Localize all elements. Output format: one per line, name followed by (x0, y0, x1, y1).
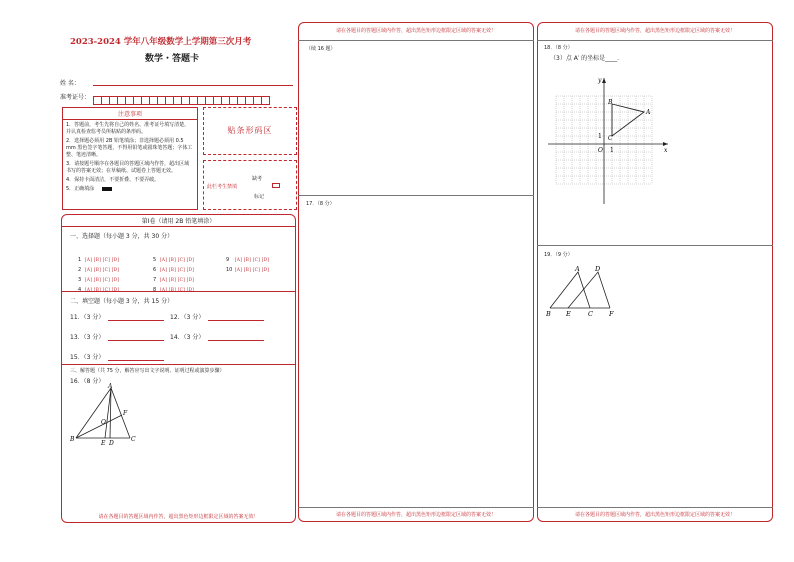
note-2: 2．选择题必须用 2B 铅笔填涂；非选择题必须用 0.5 mm 黑色签字笔答题，不得用铅笔或圆珠笔答题；字体工整、笔迹清晰。 (66, 138, 193, 158)
fig16-label-F: F (123, 410, 128, 417)
barcode-area (203, 107, 297, 155)
absent-mark-1: 缺考 (252, 176, 263, 182)
fig19-label-B: B (546, 310, 551, 318)
barcode-label: 贴条形码区 (227, 126, 273, 135)
note-1: 1．答题前，考生先将自己的姓名、准考证号填写清楚，并认真检查监考员所粘贴的条形码。 (66, 122, 190, 135)
fig16-label-B: B (70, 436, 75, 443)
choice-num-1: 1 (78, 257, 82, 263)
fill-q13-blank[interactable] (108, 340, 164, 341)
fill-q12: 12．（3 分） (170, 312, 264, 321)
middle-panel (298, 22, 534, 522)
note-4: 4．保持卡面清洁，不要折叠、不要弄破。 (66, 177, 160, 183)
absent-area (203, 160, 297, 210)
choice-bubbles-7[interactable]: [A] [B] [C] [D] (160, 277, 195, 282)
fig19-label-A: A (575, 265, 580, 273)
choice-bubbles-4[interactable]: [A] [B] [C] [D] (85, 287, 120, 292)
warning-right-bottom: 请在各题目的答题区域内作答，超出黑色矩形边框限定区域的答案无效！ (574, 512, 735, 518)
choice-bubbles-5[interactable]: [A] [B] [C] [D] (160, 257, 195, 262)
filled-mark-sample (102, 187, 112, 191)
grid-label-C: C (608, 135, 613, 142)
fig19-label-E: E (566, 310, 571, 318)
choice-bubbles-2[interactable]: [A] [B] [C] [D] (85, 267, 120, 272)
exam-title: 2023-2024 学年八年级数学上学期第三次月考 (70, 37, 252, 47)
fill-q11-blank[interactable] (108, 320, 164, 321)
warning-middle-top: 请在各题目的答题区域内作答，超出黑色矩形边框限定区域的答案无效！ (335, 28, 496, 34)
section-fill-title: 二、填空题（每小题 3 分，共 15 分） (70, 298, 174, 305)
grid-unit-x: 1 (610, 147, 614, 154)
section-solve-title: 三、解答题（共 75 分，解答应写出文字说明、证明过程或演算步骤） (70, 368, 225, 374)
notes-box (62, 107, 198, 210)
q18-label: 18．（8 分） (544, 45, 573, 51)
grid-label-A: A (646, 109, 651, 116)
choice-bubbles-6[interactable]: [A] [B] [C] [D] (160, 267, 195, 272)
fill-q15-blank[interactable] (108, 360, 164, 361)
q19-figure (542, 262, 622, 318)
fig16-label-A: A (108, 383, 113, 390)
fig19-label-D: D (595, 265, 601, 273)
choice-num-9: 9 (226, 257, 230, 263)
grid-axis-y: y (598, 77, 602, 84)
q18-grid-figure (548, 72, 672, 204)
choice-bubbles-9[interactable]: [A] [B] [C] [D] (235, 257, 270, 262)
q17-label: 17．（8 分） (306, 201, 335, 207)
section-choice-title: 一、选择题（每小题 3 分，共 30 分） (70, 233, 174, 240)
note-5 (66, 186, 194, 193)
q16-continued: （续 16 题） (306, 46, 336, 52)
q16-label: 16．（8 分） (70, 378, 105, 385)
grid-label-B: B (608, 99, 613, 106)
choice-num-10: 10 (226, 267, 233, 273)
warning-right-top: 请在各题目的答题区域内作答，超出黑色矩形边框限定区域的答案无效！ (574, 28, 735, 34)
fig16-label-D: D (109, 440, 114, 447)
fill-q15: 15．（3 分） (70, 352, 164, 361)
fig19-label-C: C (588, 310, 593, 318)
fig16-label-E: E (101, 440, 106, 447)
fig19-label-F: F (609, 310, 614, 318)
note-5-label: 5．正确填涂 (66, 186, 95, 192)
warning-left: 请在各题目的答题区域内作答，超出黑色矩形边框限定区域的答案无效！ (98, 514, 259, 520)
choice-group-3 (226, 246, 270, 273)
fig16-label-O: O (101, 419, 106, 426)
part1-title: 第Ⅰ卷（请用 2B 铅笔填涂） (141, 218, 216, 225)
choice-num-4: 4 (78, 287, 82, 293)
choice-group-1 (78, 246, 120, 293)
choice-num-7: 7 (153, 277, 157, 283)
fill-q12-blank[interactable] (208, 320, 264, 321)
fill-q13: 13．（3 分） (70, 332, 164, 341)
absent-checkbox[interactable] (272, 183, 280, 188)
absent-mark-2: 标记 (254, 194, 265, 200)
q18-part3: （3）点 A′ 的坐标是____. (550, 55, 620, 62)
choice-num-3: 3 (78, 277, 82, 283)
choice-num-2: 2 (78, 267, 82, 273)
warning-middle-bottom: 请在各题目的答题区域内作答，超出黑色矩形边框限定区域的答案无效！ (335, 512, 496, 518)
q19-label: 19．（9 分） (544, 252, 573, 258)
notes-title: 注意事项 (63, 108, 197, 120)
choice-num-5: 5 (153, 257, 157, 263)
choice-bubbles-10[interactable]: [A] [B] [C] [D] (235, 267, 270, 272)
name-field[interactable] (93, 85, 293, 86)
fill-q14-blank[interactable] (208, 340, 264, 341)
choice-group-2 (153, 246, 195, 293)
id-label: 准考证号： (60, 94, 91, 101)
exam-subtitle: 数学・答题卡 (145, 54, 200, 64)
grid-origin: O (598, 147, 603, 154)
note-3: 3．请按题号顺序在各题目的答题区域内作答，超出区域书写的答案无效；在草稿纸、试题卷上答题无效。 (66, 161, 190, 174)
name-label: 姓 名： (60, 80, 80, 87)
fig16-label-C: C (131, 436, 136, 443)
choice-bubbles-8[interactable]: [A] [B] [C] [D] (160, 287, 195, 292)
grid-axis-x: x (664, 147, 668, 154)
choice-num-6: 6 (153, 267, 157, 273)
choice-num-8: 8 (153, 287, 157, 293)
q16-figure (64, 382, 144, 448)
fill-q11: 11．（3 分） (70, 312, 164, 321)
choice-bubbles-1[interactable]: [A] [B] [C] [D] (85, 257, 120, 262)
choice-bubbles-3[interactable]: [A] [B] [C] [D] (85, 277, 120, 282)
absent-label: 此栏考生禁填 (207, 184, 238, 190)
fill-q14: 14．（3 分） (170, 332, 264, 341)
grid-unit-y: 1 (598, 133, 602, 140)
